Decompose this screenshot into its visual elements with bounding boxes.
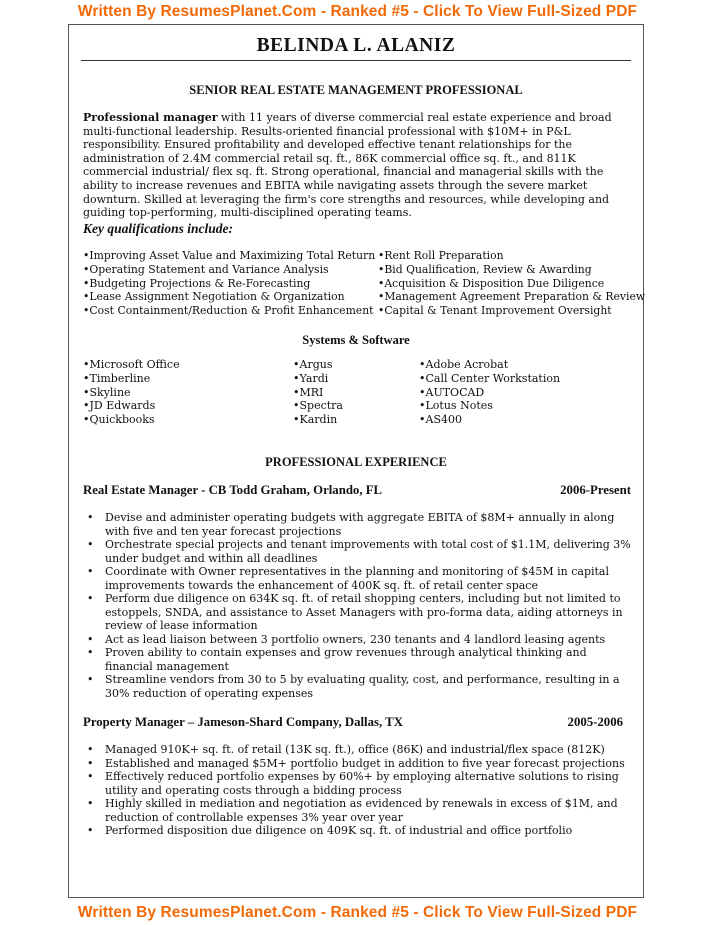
list-item: • Bid Qualification, Review & Awarding (378, 263, 645, 277)
systems-col1-list (83, 358, 180, 427)
list-item: • Call Center Workstation (419, 372, 560, 386)
job-bullets (83, 743, 633, 838)
list-item: • Rent Roll Preparation (378, 249, 645, 263)
list-item: • Highly skilled in mediation and negotiation as evidenced by renewals in excess of $1M, and reduction of controllable expenses 3% year over year (83, 797, 633, 824)
experience-title: PROFESSIONAL EXPERIENCE (265, 455, 447, 469)
list-item: • Effectively reduced portfolio expenses by 60%+ by employing alternative solutions to rising utility and operating costs through a bidding process (83, 770, 633, 797)
job-dates: 2006-Present (560, 483, 631, 497)
list-item: • Budgeting Projections & Re-Forecasting (83, 277, 375, 291)
list-item: • JD Edwards (83, 399, 180, 413)
resume-page (68, 24, 644, 898)
list-item: • Proven ability to contain expenses and grow revenues through analytical thinking and financial management (83, 646, 633, 673)
list-item: • AUTOCAD (419, 386, 560, 400)
list-item: • Kardin (293, 413, 343, 427)
qualifications-left-list (83, 249, 375, 318)
list-item: • Capital & Tenant Improvement Oversight (378, 304, 645, 318)
systems-col2-list (293, 358, 343, 427)
candidate-name: BELINDA L. ALANIZ (256, 35, 456, 56)
list-item: • Yardi (293, 372, 343, 386)
list-item: • Lotus Notes (419, 399, 560, 413)
list-item: • Argus (293, 358, 343, 372)
systems-title: Systems & Software (302, 333, 410, 347)
summary-paragraph (83, 111, 635, 220)
job-header (83, 483, 631, 498)
list-item: • Established and managed $5M+ portfolio budget in addition to five year forecast projections (83, 757, 633, 771)
job-dates: 2005-2006 (567, 715, 623, 729)
list-item: • AS400 (419, 413, 560, 427)
list-item: • Acquisition & Disposition Due Diligence (378, 277, 645, 291)
list-item: • Perform due diligence on 634K sq. ft. of retail shopping centers, including but not limited to estoppels, SNDA, and assistance to Asset Managers with pro-forma data, aiding attorneys in review of lease information (83, 592, 633, 633)
job-role: Property Manager – Jameson-Shard Company, Dallas, TX (83, 715, 403, 729)
professional-headline: SENIOR REAL ESTATE MANAGEMENT PROFESSIONAL (189, 83, 523, 97)
list-item: • Act as lead liaison between 3 portfolio owners, 230 tenants and 4 landlord leasing agents (83, 633, 633, 647)
list-item: • Devise and administer operating budgets with aggregate EBITA of $8M+ annually in along with five and ten year forecast projections (83, 511, 633, 538)
list-item: • Management Agreement Preparation & Review (378, 290, 645, 304)
top-banner-link[interactable]: Written By ResumesPlanet.Com - Ranked #5 - Click To View Full-Sized PDF (77, 3, 638, 20)
list-item: • Microsoft Office (83, 358, 180, 372)
header-divider (81, 60, 631, 61)
list-item: • Quickbooks (83, 413, 180, 427)
list-item: • Lease Assignment Negotiation & Organization (83, 290, 375, 304)
list-item: • Orchestrate special projects and tenant improvements with total cost of $1.1M, delivering 3% under budget and within all deadlines (83, 538, 633, 565)
job-role: Real Estate Manager - CB Todd Graham, Orlando, FL (83, 483, 383, 497)
list-item: • Performed disposition due diligence on 409K sq. ft. of industrial and office portfolio (83, 824, 633, 838)
list-item: • Timberline (83, 372, 180, 386)
job-header (83, 715, 623, 730)
list-item: • MRI (293, 386, 343, 400)
list-item: • Spectra (293, 399, 343, 413)
qualifications-title: Key qualifications include: (83, 221, 233, 236)
list-item: • Skyline (83, 386, 180, 400)
list-item: • Improving Asset Value and Maximizing Total Return (83, 249, 375, 263)
systems-col3-list (419, 358, 560, 427)
list-item: • Coordinate with Owner representatives in the planning and monitoring of $45M in capital improvements towards the enhancement of 400K sq. ft. of retail center space (83, 565, 633, 592)
list-item: • Adobe Acrobat (419, 358, 560, 372)
list-item: • Operating Statement and Variance Analysis (83, 263, 375, 277)
list-item: • Managed 910K+ sq. ft. of retail (13K sq. ft.), office (86K) and industrial/flex space (812K) (83, 743, 633, 757)
list-item: • Cost Containment/Reduction & Profit Enhancement (83, 304, 375, 318)
bottom-banner-link[interactable]: Written By ResumesPlanet.Com - Ranked #5 - Click To View Full-Sized PDF (77, 904, 638, 921)
qualifications-right-list (378, 249, 645, 318)
summary-text: with 11 years of diverse commercial real estate experience and broad multi-functional leadership. Results-oriented financial professional with $10M+ in P&L responsibility. Ensured profitability and developed effective tenant relationships for the administration of 2.4M commercial retail sq. ft., 86K commercial office sq. ft., and 811K commercial industrial/ flex sq. ft. Strong operational, financial and managerial skills with the ability to increase revenues and EBITA while navigating assets through the severe market downturn. Skilled at leveraging the firm's core strengths and resources, while developing and guiding top-performing, multi-disciplined operating teams. (83, 111, 612, 220)
list-item: • Streamline vendors from 30 to 5 by evaluating quality, cost, and performance, resulting in a 30% reduction of operating expenses (83, 673, 633, 700)
job-bullets (83, 511, 633, 700)
summary-lead: Professional manager (83, 111, 218, 124)
